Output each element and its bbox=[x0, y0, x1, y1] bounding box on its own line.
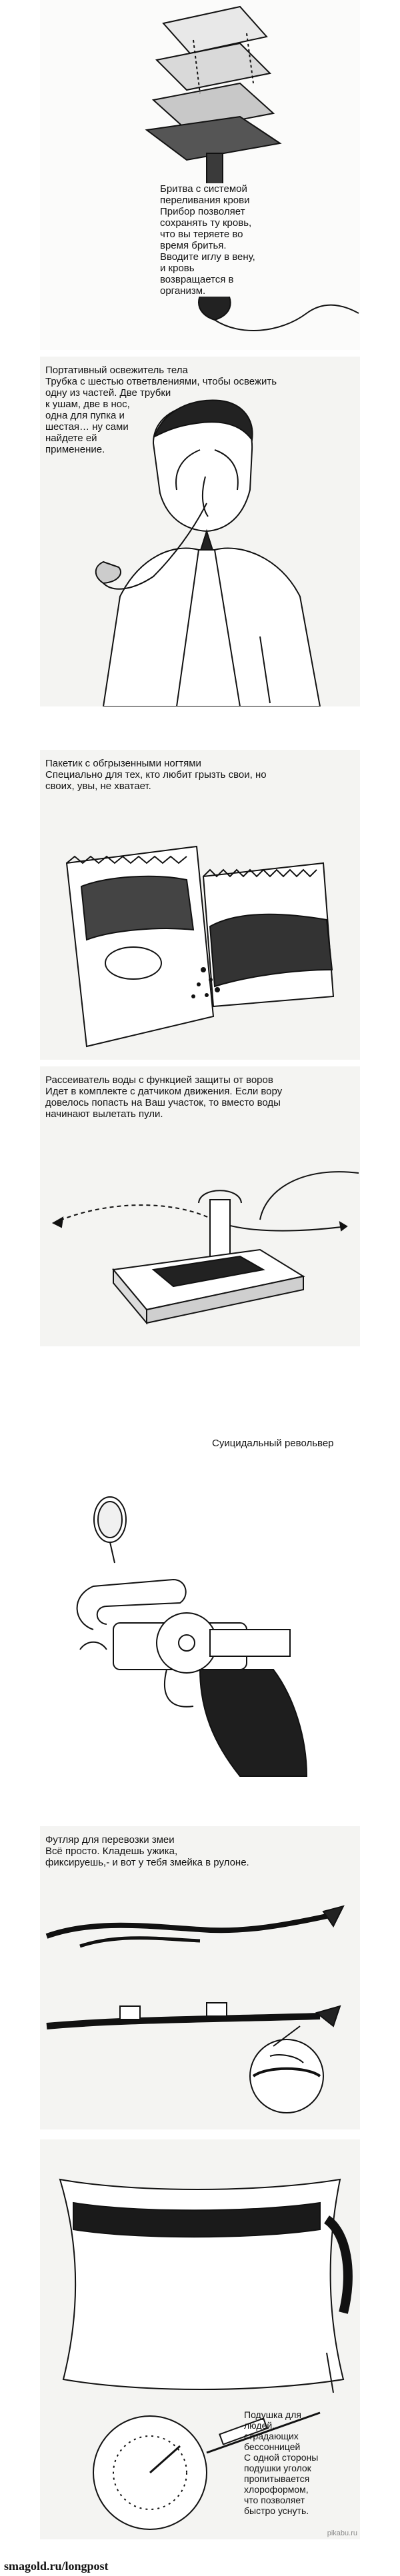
caption-line: своих, увы, не хватает. bbox=[45, 780, 151, 792]
caption-line: начинают вылетать пули. bbox=[45, 1108, 163, 1120]
caption-line: и кровь bbox=[160, 263, 195, 274]
caption-line: Портативный освежитель тела bbox=[45, 365, 188, 376]
razor-caption bbox=[160, 183, 320, 297]
caption-line: Подушка для bbox=[244, 2409, 301, 2420]
caption-line: Трубка с шестью ответвлениями, чтобы освежить bbox=[45, 376, 277, 387]
caption-line: довелось попасть на Ваш участок, то вместо воды bbox=[45, 1097, 281, 1108]
caption-line: что позволяет bbox=[244, 2495, 305, 2505]
caption-line: Прибор позволяет bbox=[160, 206, 245, 217]
caption-line: возвращается в bbox=[160, 274, 234, 285]
caption-line: Специально для тех, кто любит грызть свои, но bbox=[45, 769, 267, 780]
snake-caption bbox=[45, 1834, 352, 1868]
caption-line: Бритва с системой bbox=[160, 183, 247, 195]
caption-line: организм. bbox=[160, 285, 206, 297]
source-footer[interactable]: smagold.ru/longpost bbox=[4, 2559, 109, 2573]
caption-line: Всё просто. Кладешь ужика, bbox=[45, 1846, 178, 1857]
caption-line: найдете ей bbox=[45, 433, 97, 444]
caption-line: Пакетик с обгрызенными ногтями bbox=[45, 758, 201, 769]
pillow-caption bbox=[244, 2409, 357, 2516]
caption-line: сохранять ту кровь, bbox=[160, 217, 252, 229]
snake-illustration bbox=[40, 1826, 360, 2129]
caption-line: Рассеиватель воды с функцией защиты от воров bbox=[45, 1074, 273, 1086]
panel-razor bbox=[40, 0, 360, 350]
caption-line: шестая… ну сами bbox=[45, 421, 129, 433]
panel-refresher bbox=[40, 357, 360, 706]
panel-snake bbox=[40, 1826, 360, 2129]
caption-line: хлороформом, bbox=[244, 2484, 309, 2495]
nails-illustration bbox=[40, 750, 360, 1060]
caption-line: С одной стороны bbox=[244, 2452, 319, 2463]
caption-line: одна для пупка и bbox=[45, 410, 125, 421]
pikabu-watermark: pikabu.ru bbox=[327, 2529, 357, 2537]
nails-caption bbox=[45, 758, 352, 792]
revolver-illustration bbox=[40, 1430, 360, 1816]
panel-sprinkler bbox=[40, 1066, 360, 1346]
caption-line: быстро уснуть. bbox=[244, 2505, 309, 2516]
caption-line: что вы теряете во bbox=[160, 229, 243, 240]
caption-line: применение. bbox=[45, 444, 105, 455]
caption-line: Идет в комплекте с датчиком движения. Если вору bbox=[45, 1086, 283, 1097]
caption-line: переливания крови bbox=[160, 195, 250, 206]
caption-line: Суицидальный револьвер bbox=[212, 1438, 334, 1449]
caption-line: время бритья. bbox=[160, 240, 227, 251]
refresher-caption bbox=[45, 365, 352, 455]
caption-line: фиксируешь,- и вот у тебя змейка в рулоне. bbox=[45, 1857, 249, 1868]
caption-line: Футляр для перевозки змеи bbox=[45, 1834, 175, 1846]
caption-line: страдающих bbox=[244, 2431, 299, 2441]
caption-line: одну из частей. Две трубки bbox=[45, 387, 171, 399]
caption-line: пропитывается bbox=[244, 2473, 310, 2484]
panel-pillow bbox=[40, 2139, 360, 2539]
caption-line: Вводите иглу в вену, bbox=[160, 251, 255, 263]
panel-revolver bbox=[40, 1430, 360, 1816]
sprinkler-caption bbox=[45, 1074, 359, 1120]
revolver-caption bbox=[212, 1438, 359, 1449]
caption-line: подушки уголок bbox=[244, 2463, 311, 2473]
caption-line: бессонницей bbox=[244, 2441, 301, 2452]
caption-line: людей, bbox=[244, 2420, 275, 2431]
panel-nails bbox=[40, 750, 360, 1060]
caption-line: к ушам, две в нос, bbox=[45, 399, 130, 410]
razor-illustration bbox=[40, 0, 360, 350]
